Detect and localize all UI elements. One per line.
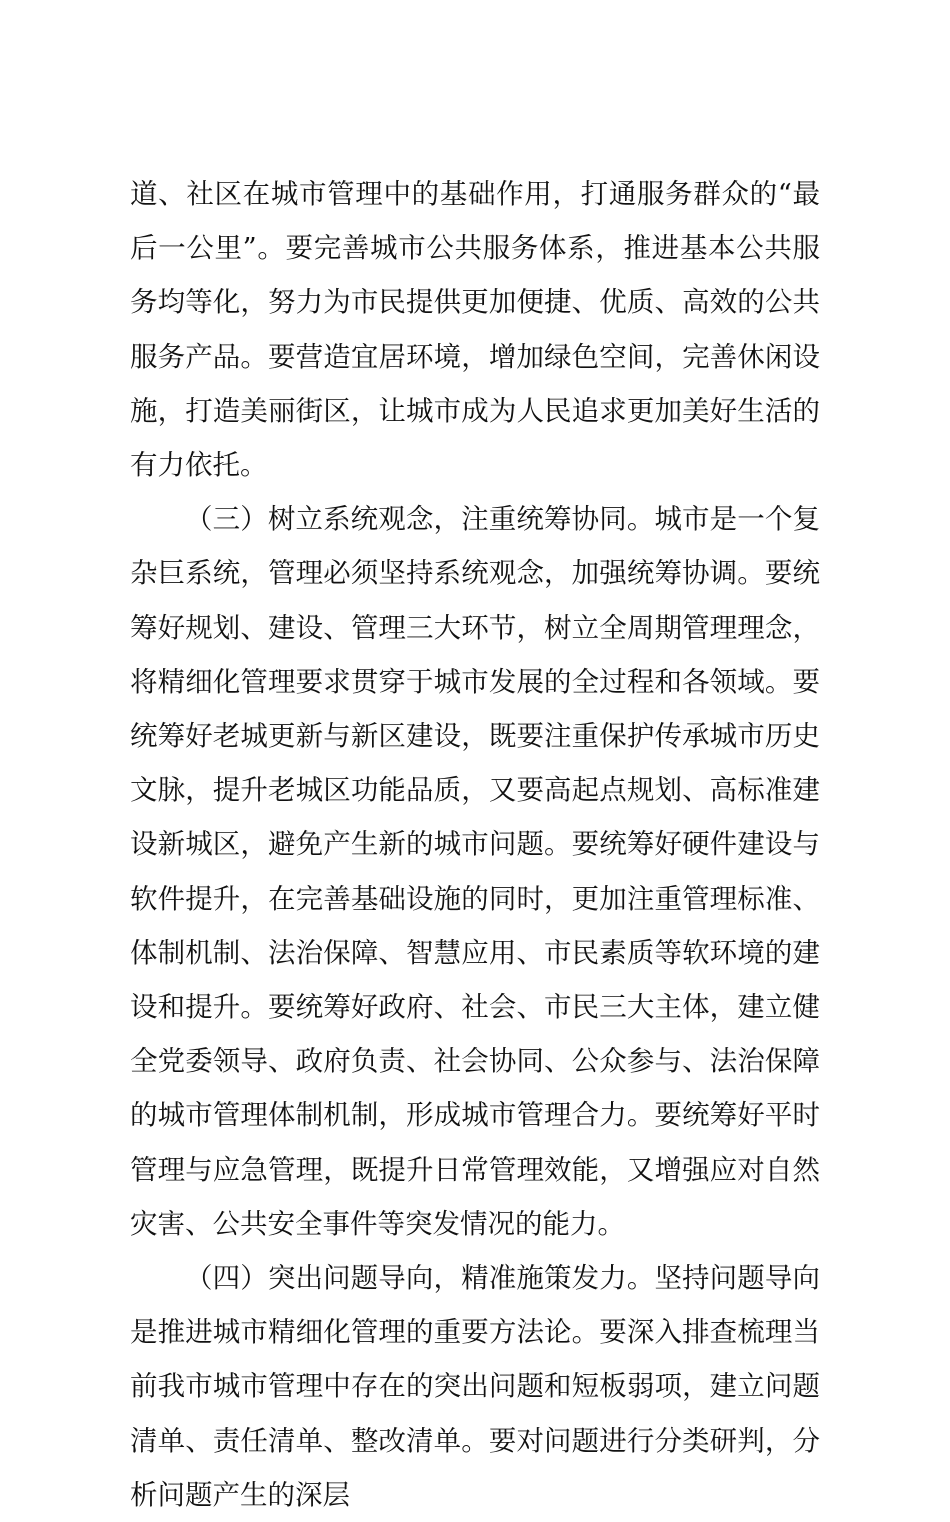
section-heading-3: （三）树立系统观念，注重统筹协同。 bbox=[185, 503, 655, 536]
document-body bbox=[130, 167, 820, 1522]
paragraph-2 bbox=[130, 492, 820, 1251]
section-heading-4: （四）突出问题导向，精准施策发力。 bbox=[185, 1262, 655, 1295]
paragraph-3-text: 坚持问题导向是推进城市精细化管理的重要方法论。要深入排查梳理当前我市城市管理中存在的突出问题和短板弱项，建立问题清单、责任清单、整改清单。要对问题进行分类研判，分析问题产生的深层 bbox=[130, 1262, 821, 1511]
paragraph-1-text: 道、社区在城市管理中的基础作用，打通服务群众的“最后一公里”。要完善城市公共服务体系，推进基本公共服务均等化，努力为市民提供更加便捷、优质、高效的公共服务产品。要营造宜居环境，增加绿色空间，完善休闲设施，打造美丽街区，让城市成为人民追求更加美好生活的有力依托。 bbox=[130, 178, 820, 482]
paragraph-3 bbox=[130, 1251, 820, 1522]
paragraph-1 bbox=[130, 167, 820, 492]
paragraph-2-text: 城市是一个复杂巨系统，管理必须坚持系统观念，加强统筹协调。要统筹好规划、建设、管理三大环节，树立全周期管理理念，将精细化管理要求贯穿于城市发展的全过程和各领域。要统筹好老城更新与新区建设，既要注重保护传承城市历史文脉，提升老城区功能品质，又要高起点规划、高标准建设新城区，避免产生新的城市问题。要统筹好硬件建设与软件提升，在完善基础设施的同时，更加注重管理标准、体制机制、法治保障、智慧应用、市民素质等软环境的建设和提升。要统筹好政府、社会、市民三大主体，建立健全党委领导、政府负责、社会协同、公众参与、法治保障的城市管理体制机制，形成城市管理合力。要统筹好平时管理与应急管理，既提升日常管理效能，又增强应对自然灾害、公共安全事件等突发情况的能力。 bbox=[130, 503, 821, 1240]
